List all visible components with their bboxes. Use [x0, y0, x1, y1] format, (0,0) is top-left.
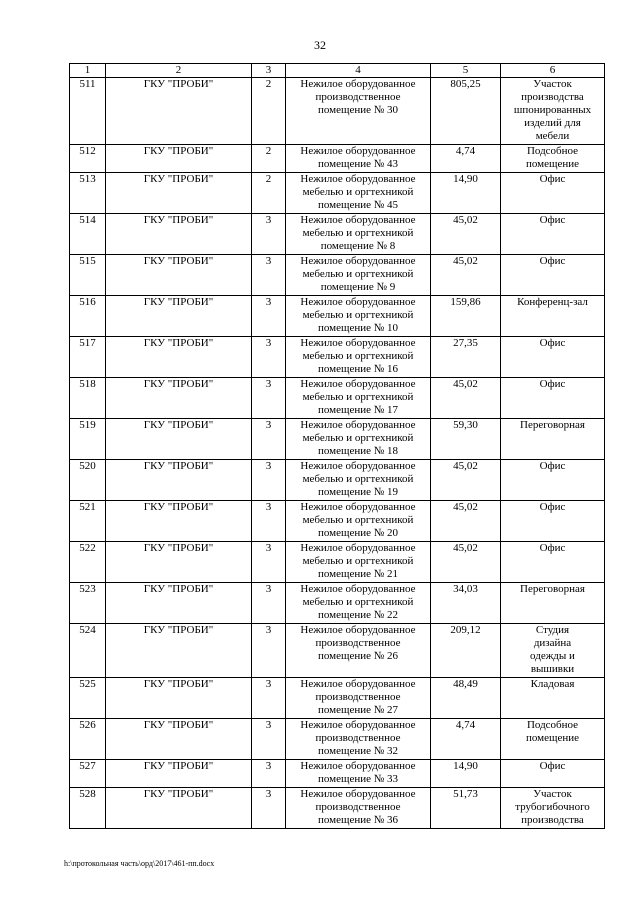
file-path-footer: h:\протокольная часть\орд\2017\461-пп.docx — [64, 859, 215, 868]
premises-description-line: помещение № 26 — [317, 650, 399, 662]
row-number: 522 — [70, 542, 106, 583]
premises-description-line: помещение № 20 — [317, 527, 399, 539]
premises-description-line: помещение № 30 — [317, 104, 399, 116]
premises-description — [286, 378, 431, 419]
floor: 3 — [252, 255, 286, 296]
table-row — [70, 145, 605, 173]
premises-description-line: мебелью и оргтехникой — [302, 268, 414, 280]
organization: ГКУ "ПРОБИ" — [106, 788, 252, 829]
premises-use — [501, 296, 605, 337]
page-number: 32 — [314, 38, 326, 52]
table-row — [70, 788, 605, 829]
premises-description-line: Нежилое оборудованное — [300, 214, 416, 226]
premises-description — [286, 760, 431, 788]
premises-description-line: Нежилое оборудованное — [300, 378, 416, 390]
premises-description-line: мебелью и оргтехникой — [302, 432, 414, 444]
table-row — [70, 337, 605, 378]
organization: ГКУ "ПРОБИ" — [106, 419, 252, 460]
row-number: 511 — [70, 78, 106, 145]
table-row — [70, 583, 605, 624]
premises-description — [286, 678, 431, 719]
row-number: 519 — [70, 419, 106, 460]
premises-description — [286, 337, 431, 378]
floor: 2 — [252, 78, 286, 145]
table-row — [70, 419, 605, 460]
premises-description-line: Нежилое оборудованное — [300, 788, 416, 800]
premises-description-line: помещение № 21 — [317, 568, 399, 580]
premises-description-line: Нежилое оборудованное — [300, 624, 416, 636]
floor: 3 — [252, 337, 286, 378]
premises-use — [501, 788, 605, 829]
premises-use — [501, 419, 605, 460]
table-row — [70, 719, 605, 760]
area: 805,25 — [431, 78, 501, 145]
premises-description-line: помещение № 43 — [317, 158, 399, 170]
premises-use — [501, 501, 605, 542]
floor: 3 — [252, 214, 286, 255]
row-number: 523 — [70, 583, 106, 624]
premises-description-line: Нежилое оборудованное — [300, 583, 416, 595]
premises-description-line: Нежилое оборудованное — [300, 78, 416, 90]
premises-use — [501, 214, 605, 255]
organization: ГКУ "ПРОБИ" — [106, 501, 252, 542]
premises-use — [501, 173, 605, 214]
premises-description — [286, 214, 431, 255]
premises-description — [286, 173, 431, 214]
area: 34,03 — [431, 583, 501, 624]
area: 209,12 — [431, 624, 501, 678]
property-table — [69, 63, 605, 829]
organization: ГКУ "ПРОБИ" — [106, 624, 252, 678]
organization: ГКУ "ПРОБИ" — [106, 378, 252, 419]
premises-description-line: помещение № 10 — [317, 322, 399, 334]
premises-use-line: Подсобное — [526, 145, 579, 157]
premises-description-line: мебелью и оргтехникой — [302, 186, 414, 198]
organization: ГКУ "ПРОБИ" — [106, 173, 252, 214]
organization: ГКУ "ПРОБИ" — [106, 145, 252, 173]
premises-description-line: Нежилое оборудованное — [300, 337, 416, 349]
premises-use-line: Переговорная — [520, 419, 585, 431]
premises-description-line: мебелью и оргтехникой — [302, 391, 414, 403]
premises-use-line: трубогибочного — [515, 801, 590, 813]
organization: ГКУ "ПРОБИ" — [106, 214, 252, 255]
premises-use-line: помещение — [525, 158, 580, 170]
row-number: 513 — [70, 173, 106, 214]
premises-description-line: Нежилое оборудованное — [300, 419, 416, 431]
premises-description-line: помещение № 17 — [317, 404, 399, 416]
premises-use-line: Студия — [535, 624, 570, 636]
premises-description-line: Нежилое оборудованное — [300, 542, 416, 554]
organization: ГКУ "ПРОБИ" — [106, 678, 252, 719]
area: 4,74 — [431, 719, 501, 760]
premises-use-line: Переговорная — [520, 583, 585, 595]
floor: 2 — [252, 145, 286, 173]
table-row — [70, 173, 605, 214]
col-header: 3 — [252, 64, 286, 78]
premises-description-line: производственное — [315, 691, 401, 703]
header-row — [70, 64, 605, 78]
premises-use-line: Офис — [539, 173, 566, 185]
premises-description-line: помещение № 45 — [317, 199, 399, 211]
premises-description-line: мебелью и оргтехникой — [302, 473, 414, 485]
area: 48,49 — [431, 678, 501, 719]
area: 51,73 — [431, 788, 501, 829]
floor: 3 — [252, 501, 286, 542]
premises-use-line: Офис — [539, 760, 566, 772]
area: 59,30 — [431, 419, 501, 460]
premises-use — [501, 337, 605, 378]
col-header: 4 — [286, 64, 431, 78]
floor: 3 — [252, 378, 286, 419]
premises-description — [286, 419, 431, 460]
premises-description — [286, 78, 431, 145]
premises-description-line: Нежилое оборудованное — [300, 678, 416, 690]
area: 45,02 — [431, 501, 501, 542]
area: 45,02 — [431, 255, 501, 296]
premises-description — [286, 583, 431, 624]
area: 45,02 — [431, 214, 501, 255]
floor: 3 — [252, 624, 286, 678]
premises-use-line: Участок — [533, 788, 572, 800]
table-row — [70, 255, 605, 296]
row-number: 514 — [70, 214, 106, 255]
area: 14,90 — [431, 173, 501, 214]
organization: ГКУ "ПРОБИ" — [106, 719, 252, 760]
premises-description-line: помещение № 18 — [317, 445, 399, 457]
organization: ГКУ "ПРОБИ" — [106, 460, 252, 501]
premises-description — [286, 460, 431, 501]
premises-use-line: мебели — [535, 130, 570, 142]
row-number: 516 — [70, 296, 106, 337]
row-number: 526 — [70, 719, 106, 760]
area: 159,86 — [431, 296, 501, 337]
area: 14,90 — [431, 760, 501, 788]
premises-use-line: Участок — [533, 78, 572, 90]
table-row — [70, 678, 605, 719]
row-number: 527 — [70, 760, 106, 788]
premises-use-line: производства — [521, 814, 584, 826]
premises-description — [286, 501, 431, 542]
table-row — [70, 214, 605, 255]
premises-description-line: помещение № 19 — [317, 486, 399, 498]
table-row — [70, 624, 605, 678]
premises-use-line: Офис — [539, 542, 566, 554]
premises-description-line: мебелью и оргтехникой — [302, 514, 414, 526]
premises-use — [501, 145, 605, 173]
premises-description — [286, 542, 431, 583]
premises-use-line: Офис — [539, 255, 566, 267]
premises-description-line: Нежилое оборудованное — [300, 173, 416, 185]
col-header: 6 — [501, 64, 605, 78]
floor: 3 — [252, 419, 286, 460]
premises-description-line: Нежилое оборудованное — [300, 296, 416, 308]
premises-description — [286, 624, 431, 678]
premises-use-line: вышивки — [530, 663, 575, 675]
area: 27,35 — [431, 337, 501, 378]
premises-description-line: мебелью и оргтехникой — [302, 350, 414, 362]
premises-use-line: Офис — [539, 214, 566, 226]
premises-use-line: Офис — [539, 337, 566, 349]
premises-use-line: Офис — [539, 378, 566, 390]
floor: 3 — [252, 296, 286, 337]
col-header: 1 — [70, 64, 106, 78]
premises-description — [286, 255, 431, 296]
premises-description-line: помещение № 8 — [320, 240, 396, 252]
floor: 3 — [252, 542, 286, 583]
table-row — [70, 542, 605, 583]
premises-description-line: Нежилое оборудованное — [300, 501, 416, 513]
premises-description-line: Нежилое оборудованное — [300, 760, 416, 772]
table-row — [70, 78, 605, 145]
premises-description — [286, 296, 431, 337]
floor: 3 — [252, 760, 286, 788]
premises-description-line: производственное — [315, 637, 401, 649]
floor: 3 — [252, 460, 286, 501]
organization: ГКУ "ПРОБИ" — [106, 296, 252, 337]
premises-description-line: мебелью и оргтехникой — [302, 309, 414, 321]
premises-use — [501, 255, 605, 296]
area: 45,02 — [431, 542, 501, 583]
premises-use-line: Подсобное — [526, 719, 579, 731]
organization: ГКУ "ПРОБИ" — [106, 78, 252, 145]
organization: ГКУ "ПРОБИ" — [106, 337, 252, 378]
row-number: 512 — [70, 145, 106, 173]
premises-description-line: помещение № 27 — [317, 704, 399, 716]
premises-use-line: Офис — [539, 460, 566, 472]
premises-use-line: Офис — [539, 501, 566, 513]
premises-use-line: дизайна — [533, 637, 572, 649]
premises-description — [286, 719, 431, 760]
premises-use — [501, 719, 605, 760]
premises-use-line: одежды и — [530, 650, 575, 662]
table-row — [70, 378, 605, 419]
table-row — [70, 296, 605, 337]
row-number: 521 — [70, 501, 106, 542]
premises-description-line: Нежилое оборудованное — [300, 719, 416, 731]
premises-use — [501, 460, 605, 501]
premises-description-line: Нежилое оборудованное — [300, 255, 416, 267]
premises-description — [286, 788, 431, 829]
organization: ГКУ "ПРОБИ" — [106, 255, 252, 296]
row-number: 517 — [70, 337, 106, 378]
organization: ГКУ "ПРОБИ" — [106, 542, 252, 583]
premises-description-line: производственное — [315, 801, 401, 813]
table-row — [70, 460, 605, 501]
row-number: 528 — [70, 788, 106, 829]
premises-description-line: помещение № 36 — [317, 814, 399, 826]
premises-description-line: Нежилое оборудованное — [300, 460, 416, 472]
premises-description-line: помещение № 33 — [317, 773, 399, 785]
area: 4,74 — [431, 145, 501, 173]
premises-use — [501, 542, 605, 583]
table-row — [70, 501, 605, 542]
floor: 3 — [252, 788, 286, 829]
floor: 3 — [252, 719, 286, 760]
premises-use-line: Конференц-зал — [517, 296, 588, 308]
premises-description — [286, 145, 431, 173]
premises-use — [501, 378, 605, 419]
premises-description-line: помещение № 32 — [317, 745, 399, 757]
organization: ГКУ "ПРОБИ" — [106, 760, 252, 788]
premises-description-line: мебелью и оргтехникой — [302, 555, 414, 567]
row-number: 515 — [70, 255, 106, 296]
premises-use-line: производства — [521, 91, 584, 103]
area: 45,02 — [431, 460, 501, 501]
col-header: 5 — [431, 64, 501, 78]
premises-use — [501, 583, 605, 624]
row-number: 518 — [70, 378, 106, 419]
premises-description-line: Нежилое оборудованное — [300, 145, 416, 157]
premises-description-line: производственное — [315, 91, 401, 103]
row-number: 524 — [70, 624, 106, 678]
row-number: 525 — [70, 678, 106, 719]
premises-description-line: мебелью и оргтехникой — [302, 596, 414, 608]
premises-use-line: изделий для — [524, 117, 581, 129]
premises-description-line: помещение № 9 — [320, 281, 396, 293]
premises-use-line: шпонированных — [513, 104, 592, 116]
floor: 3 — [252, 678, 286, 719]
premises-use — [501, 678, 605, 719]
floor: 3 — [252, 583, 286, 624]
table-row — [70, 760, 605, 788]
col-header: 2 — [106, 64, 252, 78]
premises-use — [501, 78, 605, 145]
premises-description-line: помещение № 16 — [317, 363, 399, 375]
floor: 2 — [252, 173, 286, 214]
area: 45,02 — [431, 378, 501, 419]
premises-use — [501, 760, 605, 788]
organization: ГКУ "ПРОБИ" — [106, 583, 252, 624]
premises-description-line: помещение № 22 — [317, 609, 399, 621]
premises-use-line: Кладовая — [530, 678, 575, 690]
row-number: 520 — [70, 460, 106, 501]
premises-use — [501, 624, 605, 678]
premises-use-line: помещение — [525, 732, 580, 744]
premises-description-line: мебелью и оргтехникой — [302, 227, 414, 239]
premises-description-line: производственное — [315, 732, 401, 744]
